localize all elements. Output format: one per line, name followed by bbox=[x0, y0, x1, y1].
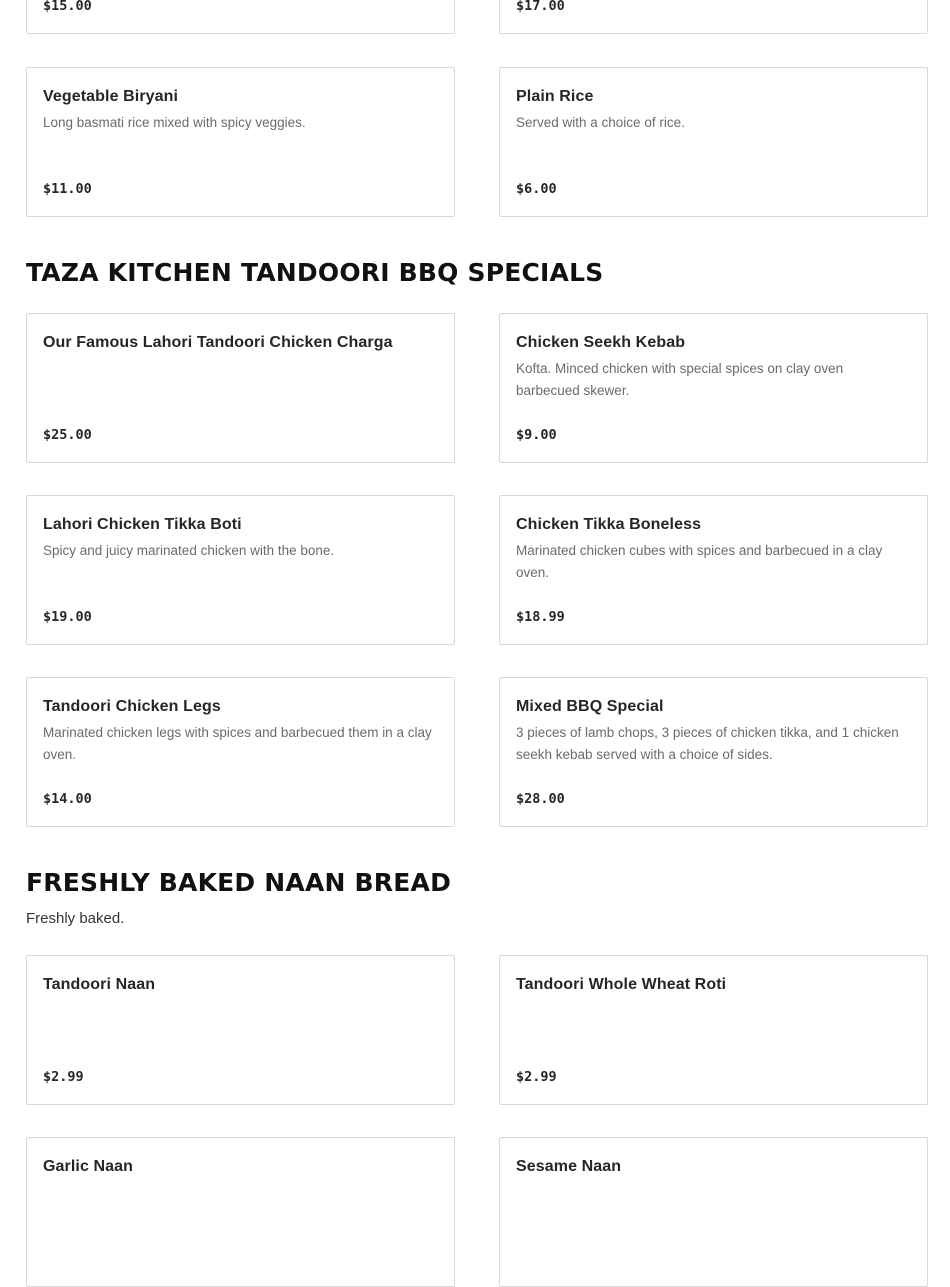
menu-item-description: 3 pieces of lamb chops, 3 pieces of chicken tikka, and 1 chicken seekh kebab served with a choice of sides. bbox=[516, 725, 899, 762]
menu-item-price: $18.99 bbox=[516, 609, 565, 625]
menu-item-name: Tandoori Naan bbox=[43, 976, 156, 993]
menu-item-price: $14.00 bbox=[43, 791, 92, 807]
menu-item-card[interactable] bbox=[499, 495, 928, 645]
menu-item-description: Spicy and juicy marinated chicken with the bone. bbox=[43, 543, 335, 558]
menu-item-name: Tandoori Whole Wheat Roti bbox=[516, 976, 727, 993]
section-title-naan: FRESHLY BAKED NAAN BREAD bbox=[26, 868, 452, 897]
menu-item-description: Long basmati rice mixed with spicy veggies. bbox=[43, 115, 306, 130]
menu-item-card[interactable] bbox=[26, 955, 455, 1105]
menu-item-price: $2.99 bbox=[516, 1069, 557, 1085]
section-title-bbq: TAZA KITCHEN TANDOORI BBQ SPECIALS bbox=[26, 258, 604, 287]
section-subtitle-naan: Freshly baked. bbox=[26, 910, 125, 927]
menu-item-name: Garlic Naan bbox=[43, 1158, 134, 1175]
menu-item-name: Mixed BBQ Special bbox=[516, 698, 664, 715]
top-partial-grid bbox=[26, 0, 928, 34]
menu-item-card[interactable] bbox=[499, 0, 928, 34]
menu-item-name: Plain Rice bbox=[516, 88, 594, 105]
menu-item-card[interactable] bbox=[26, 0, 455, 34]
menu-item-card[interactable] bbox=[26, 677, 455, 827]
menu-item-card[interactable] bbox=[499, 955, 928, 1105]
menu-item-price: $25.00 bbox=[43, 427, 92, 443]
menu-item-price: $19.00 bbox=[43, 609, 92, 625]
menu-item-name: Sesame Naan bbox=[516, 1158, 622, 1175]
menu-item-price: $6.00 bbox=[516, 181, 557, 197]
menu-item-card[interactable] bbox=[499, 313, 928, 463]
menu-item-card[interactable] bbox=[26, 1137, 455, 1287]
menu-item-card[interactable] bbox=[26, 67, 455, 217]
menu-item-name: Our Famous Lahori Tandoori Chicken Charga bbox=[43, 334, 393, 351]
menu-item-name: Tandoori Chicken Legs bbox=[43, 698, 221, 715]
menu-item-card[interactable] bbox=[499, 677, 928, 827]
menu-item-price: $15.00 bbox=[43, 0, 92, 14]
menu-item-card[interactable] bbox=[26, 313, 455, 463]
menu-item-card[interactable] bbox=[499, 1137, 928, 1287]
menu-item-price: $11.00 bbox=[43, 181, 92, 197]
rice-grid bbox=[26, 67, 928, 217]
naan-grid bbox=[26, 955, 928, 1287]
menu-item-price: $9.00 bbox=[516, 427, 557, 443]
menu-item-description: Marinated chicken cubes with spices and barbecued in a clay oven. bbox=[516, 543, 883, 580]
menu-item-card[interactable] bbox=[26, 495, 455, 645]
menu-item-name: Chicken Seekh Kebab bbox=[516, 334, 686, 351]
menu-item-name: Chicken Tikka Boneless bbox=[516, 516, 702, 533]
menu-item-description: Served with a choice of rice. bbox=[516, 115, 685, 130]
bbq-grid bbox=[26, 313, 928, 827]
menu-item-card[interactable] bbox=[499, 67, 928, 217]
menu-item-description: Kofta. Minced chicken with special spices on clay oven barbecued skewer. bbox=[516, 361, 844, 398]
menu-item-price: $17.00 bbox=[516, 0, 565, 14]
menu-item-price: $28.00 bbox=[516, 791, 565, 807]
menu-item-price: $2.99 bbox=[43, 1069, 84, 1085]
menu-item-name: Vegetable Biryani bbox=[43, 88, 179, 105]
menu-item-description: Marinated chicken legs with spices and barbecued them in a clay oven. bbox=[43, 725, 432, 762]
menu-item-name: Lahori Chicken Tikka Boti bbox=[43, 516, 242, 533]
